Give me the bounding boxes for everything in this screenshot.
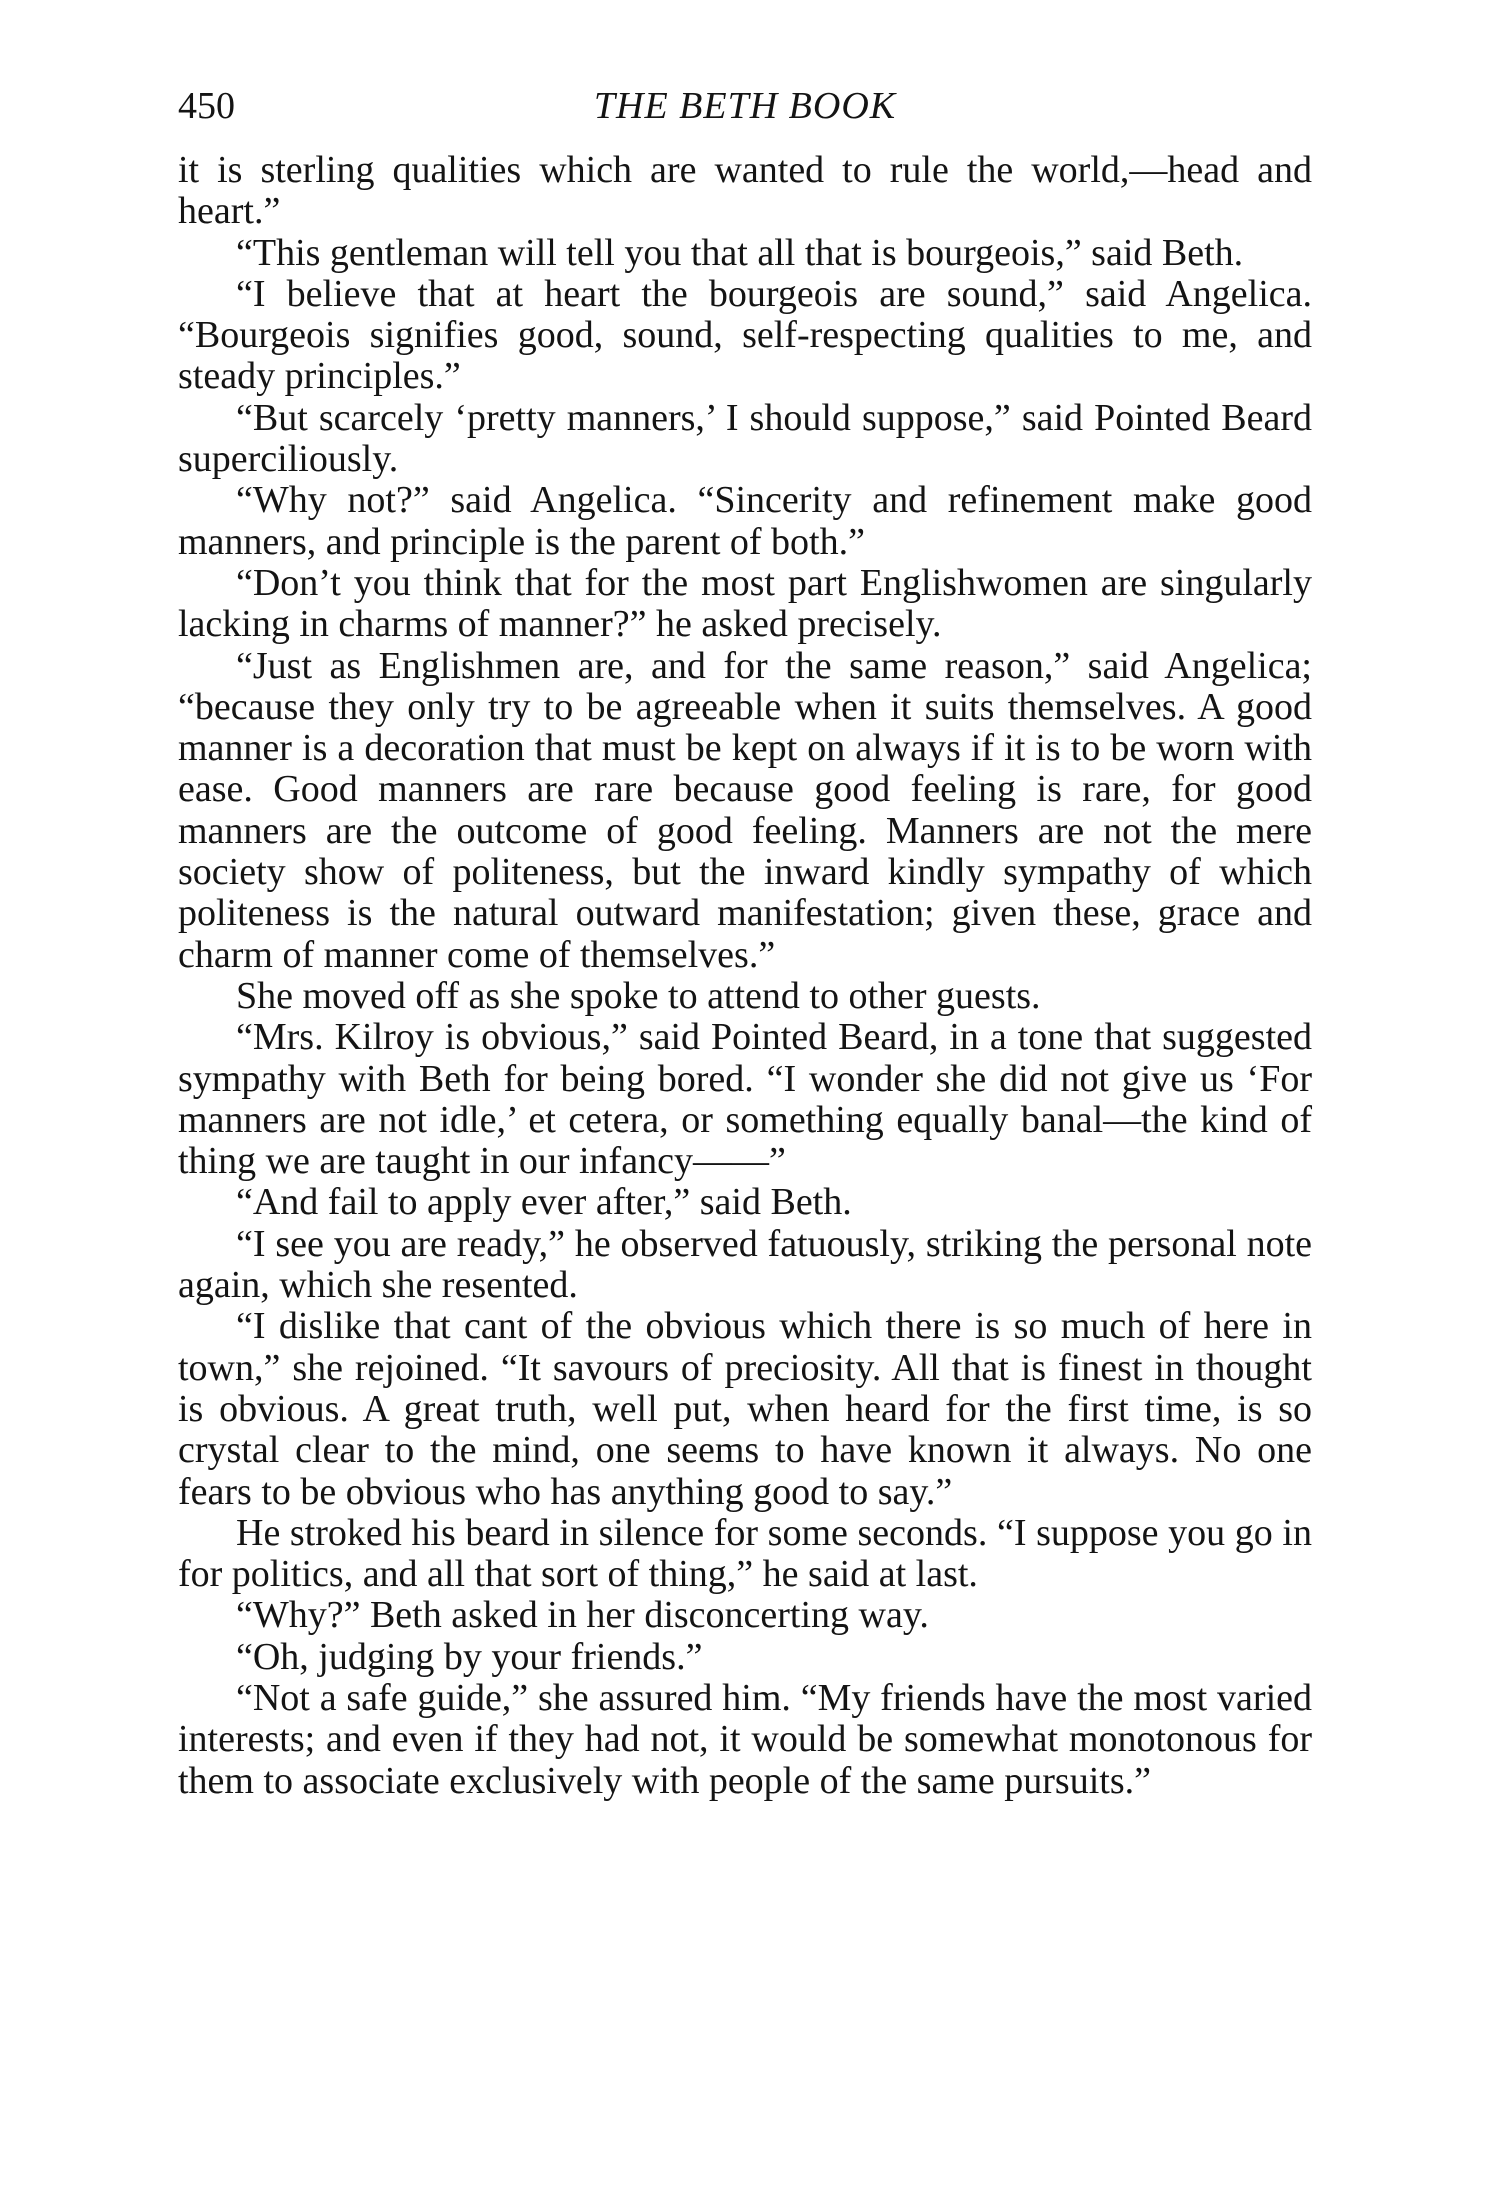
paragraph: it is sterling qualities which are wanted to rule the world,—head and heart.” bbox=[178, 149, 1312, 233]
paragraph: “Don’t you think that for the most part Englishwomen are singularly lacking in charms of manner?” he asked precisely. bbox=[178, 561, 1312, 646]
paragraph: She moved off as she spoke to attend to other guests. bbox=[236, 974, 1041, 1017]
paragraph: “I believe that at heart the bourgeois are sound,” said Angelica. “Bourgeois signifies good, sound, self-respecting qualities to me, and steady principles.” bbox=[178, 272, 1312, 398]
paragraph: “Why?” Beth asked in her disconcerting way. bbox=[236, 1594, 929, 1637]
paragraph: “But scarcely ‘pretty manners,’ I should suppose,” said Pointed Beard superciliously. bbox=[178, 396, 1312, 481]
running-title: THE BETH BOOK bbox=[593, 85, 897, 127]
paragraph: “Oh, judging by your friends.” bbox=[236, 1635, 703, 1678]
page-header bbox=[178, 76, 1312, 136]
paragraph: “Not a safe guide,” she assured him. “My friends have the most varied interests; and even if they had not, it would be somewhat monotonous for them to associate exclusively with people of the same pursuits.” bbox=[178, 1676, 1312, 1802]
body-text bbox=[178, 150, 1312, 1802]
paragraph: “And fail to apply ever after,” said Beth. bbox=[236, 1181, 852, 1224]
paragraph: “I dislike that cant of the obvious which there is so much of here in town,” she rejoined. “It savours of preciosity. All that is finest in thought is obvious. A great truth, well put, when heard for the first time, is so crystal clear to the mind, one seems to have known it always. No one fears to be obvious who has anything good to say.” bbox=[178, 1305, 1312, 1513]
paragraph: “I see you are ready,” he observed fatuously, striking the personal note again, which she resented. bbox=[178, 1222, 1312, 1307]
paragraph: He stroked his beard in silence for some seconds. “I suppose you go in for politics, and all that sort of thing,” he said at last. bbox=[178, 1511, 1312, 1596]
paragraph: “This gentleman will tell you that all that is bourgeois,” said Beth. bbox=[236, 231, 1244, 274]
paragraph: “Just as Englishmen are, and for the same reason,” said Angelica; “because they only try to be agreeable when it suits themselves. A good manner is a decoration that must be kept on always if it is to be worn with ease. Good manners are rare because good feeling is rare, for good manners are the outcome of good feeling. Manners are not the mere society show of politeness, but the inward kindly sympathy of which politeness is the natural outward manifestation; given these, grace and charm of manner come of themselves.” bbox=[178, 644, 1312, 976]
paragraph: “Mrs. Kilroy is obvious,” said Pointed Beard, in a tone that suggested sympathy with Beth for being bored. “I wonder she did not give us ‘For manners are not idle,’ et cetera, or something equally banal—the kind of thing we are taught in our infancy——” bbox=[178, 1016, 1312, 1183]
page-number: 450 bbox=[178, 85, 235, 127]
paragraph: “Why not?” said Angelica. “Sincerity and refinement make good manners, and principle is the parent of both.” bbox=[178, 479, 1312, 563]
